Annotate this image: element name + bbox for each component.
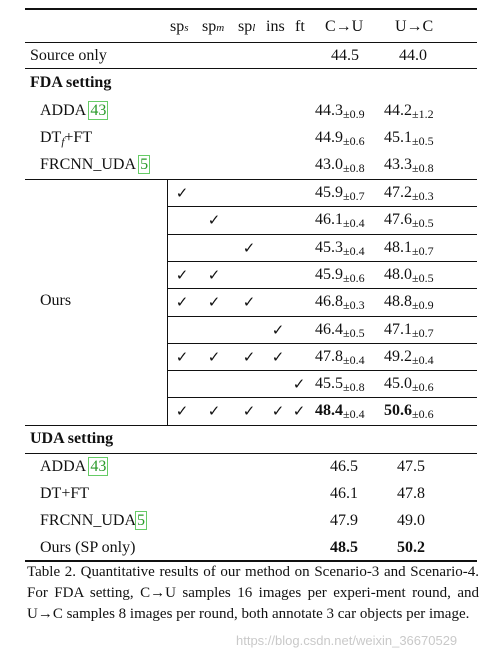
check-sp-s-icon: ✓ [175, 266, 189, 284]
fda-ours-c2u-value: 46.1±0.4 [315, 211, 365, 230]
check-sp-l-icon: ✓ [242, 348, 256, 366]
fda-ours-u2c-value: 47.1±0.7 [384, 321, 434, 340]
uda-row-dtft-name: DT+FT [40, 485, 90, 502]
uda-title-rule [25, 453, 477, 454]
fda-row-dtf-name: $DT_f+FT$ [40, 129, 93, 148]
check-sp-s-icon: ✓ [175, 293, 189, 311]
fda-ours-u2c-value: 45.0±0.6 [384, 375, 434, 394]
fda-ours-c2u-value: 46.8±0.3 [315, 293, 365, 312]
fda-ours-row-rule [167, 206, 477, 207]
fda-ours-u2c-value: 48.8±0.9 [384, 293, 434, 312]
fda-ours-u2c-value: 47.6±0.5 [384, 211, 434, 230]
check-ins-icon: ✓ [271, 348, 285, 366]
fda-ours-c2u-value: 46.4±0.5 [315, 321, 365, 340]
fda-ours-c2u-value: 47.8±0.4 [315, 348, 365, 367]
uda-section-title: UDA setting [30, 430, 114, 447]
check-ft-icon: ✓ [292, 375, 306, 393]
col-sp-l: spl [238, 18, 256, 35]
fda-ours-c2u-value: 45.5±0.8 [315, 375, 365, 394]
fda-ours-row-rule [167, 234, 477, 235]
fda-row-adda-c2u: 44.3±0.9 [315, 102, 365, 121]
check-sp-l-icon: ✓ [242, 402, 256, 420]
watermark: https://blog.csdn.net/weixin_36670529 [236, 633, 458, 648]
check-sp-m-icon: ✓ [207, 211, 221, 229]
uda-row-dtft-c2u: 46.1 [330, 485, 358, 502]
fda-row-frcnn-u2c: 43.3±0.8 [384, 156, 434, 175]
fda-ours-divider [167, 179, 168, 425]
uda-row-ours-name: Ours (SP only) [40, 539, 136, 556]
top-rule [25, 8, 477, 10]
col-sp-s: sps [170, 18, 189, 35]
fda-ours-u2c-value: 48.1±0.7 [384, 239, 434, 258]
fda-section-title: FDA setting [30, 74, 112, 91]
fda-ours-c2u-value: 48.4±0.4 [315, 402, 365, 421]
check-sp-m-icon: ✓ [207, 266, 221, 284]
fda-ours-row-rule [167, 343, 477, 344]
fda-ours-u2c-value: 47.2±0.3 [384, 184, 434, 203]
check-sp-m-icon: ✓ [207, 348, 221, 366]
check-sp-m-icon: ✓ [207, 293, 221, 311]
fda-ours-u2c-value: 48.0±0.5 [384, 266, 434, 285]
fda-ours-u2c-value: 49.2±0.4 [384, 348, 434, 367]
check-sp-s-icon: ✓ [175, 402, 189, 420]
fda-row-frcnn-name: FRCNN_UDA 5 [40, 156, 149, 173]
uda-row-adda-u2c: 47.5 [397, 458, 425, 475]
source-only-c2u: 44.5 [331, 47, 359, 64]
fda-ours-label: Ours [40, 292, 72, 309]
check-sp-m-icon: ✓ [207, 402, 221, 420]
fda-ours-row-rule [167, 316, 477, 317]
check-ins-icon: ✓ [271, 321, 285, 339]
check-sp-l-icon: ✓ [242, 239, 256, 257]
check-ins-icon: ✓ [271, 402, 285, 420]
fda-end-rule [25, 425, 477, 426]
source-only-label: Source only [30, 47, 107, 64]
fda-ours-c2u-value: 45.9±0.6 [315, 266, 365, 285]
fda-ours-c2u-value: 45.3±0.4 [315, 239, 365, 258]
uda-row-adda-c2u: 46.5 [330, 458, 358, 475]
uda-row-dtft-u2c: 47.8 [397, 485, 425, 502]
uda-row-ours-u2c: 50.2 [397, 539, 425, 556]
uda-row-ours-c2u: 48.5 [330, 539, 358, 556]
header-rule [25, 42, 477, 43]
table-caption: Table 2. Quantitative results of our method on Scenario-3 and Scenario-4. For FDA setting, C→U samples 16 images per experi-ment round, and U→C samples 8 images per round, both annotate 3 car objects per image. [27, 564, 479, 622]
fda-row-adda-u2c: 44.2±1.2 [384, 102, 434, 121]
col-ft: ft [295, 18, 305, 35]
check-sp-s-icon: ✓ [175, 348, 189, 366]
uda-row-frcnn-u2c: 49.0 [397, 512, 425, 529]
col-sp-m: spm [202, 18, 225, 35]
fda-ours-row-rule [167, 261, 477, 262]
fda-ours-row-rule [167, 370, 477, 371]
fda-ours-u2c-value: 50.6±0.6 [384, 402, 434, 421]
fda-ours-row-rule [167, 288, 477, 289]
fda-row-frcnn-c2u: 43.0±0.8 [315, 156, 365, 175]
fda-row-dtf-u2c: 45.1±0.5 [384, 129, 434, 148]
uda-row-adda-name: ADDA 43 [40, 458, 107, 475]
fda-ours-c2u-value: 45.9±0.7 [315, 184, 365, 203]
source-only-rule [25, 68, 477, 69]
check-ft-icon: ✓ [292, 402, 306, 420]
col-ins: ins [266, 18, 285, 35]
uda-row-frcnn-name: FRCNN_UDA5 [40, 512, 146, 529]
fda-row-adda-name: ADDA 43 [40, 102, 107, 119]
check-sp-l-icon: ✓ [242, 293, 256, 311]
fda-ours-row-rule [167, 397, 477, 398]
col-c2u: C→U [325, 18, 364, 35]
uda-row-frcnn-c2u: 47.9 [330, 512, 358, 529]
fda-baselines-rule [25, 179, 477, 180]
fda-row-dtf-c2u: 44.9±0.6 [315, 129, 365, 148]
source-only-u2c: 44.0 [399, 47, 427, 64]
check-sp-s-icon: ✓ [175, 184, 189, 202]
col-u2c: U→C [395, 18, 434, 35]
